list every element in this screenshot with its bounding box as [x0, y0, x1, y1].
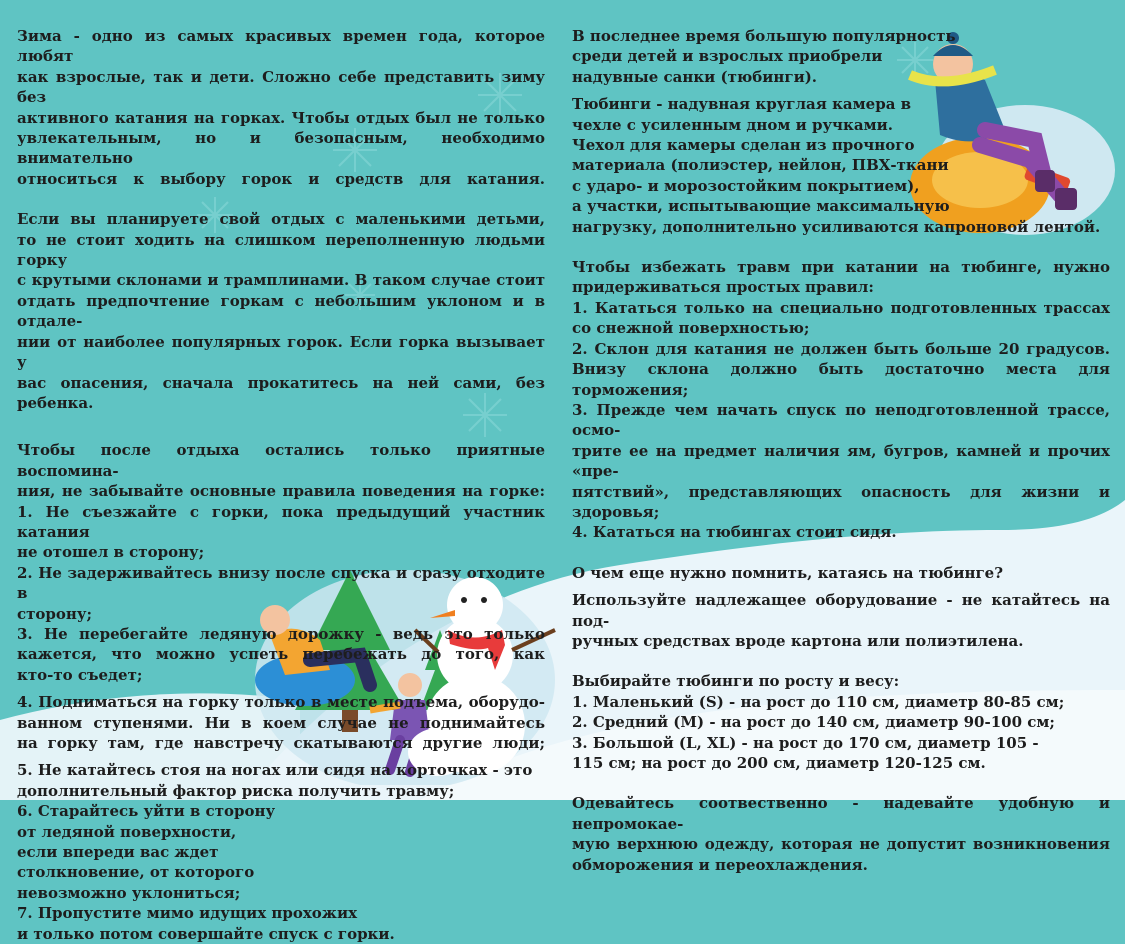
- rule-line: если впереди вас ждет: [17, 843, 219, 862]
- text-line: увлекательным, но и безопасным, необходимо внимательно: [17, 129, 545, 168]
- rule-line: столкновение, от которого: [17, 863, 255, 882]
- rule-line: на горку там, где навстречу скатываются другие люди;: [17, 734, 545, 752]
- text-line: надувные санки (тюбинги).: [572, 67, 818, 86]
- rule-line: кажется, что можно успеть перебежать до того, как: [17, 645, 545, 664]
- text-line: чехле с усиленным дном и ручками.: [572, 115, 893, 134]
- rule-line: 4. Кататься на тюбингах стоит сидя.: [572, 523, 897, 542]
- text-line: то не стоит ходить на слишком переполненную людьми горку: [17, 230, 545, 270]
- text-line: с крутыми склонами и трамплинами. В таком случае стоит: [17, 271, 545, 290]
- rule-line: ванном ступенями. Ни в коем случае не поднимайтесь: [17, 713, 545, 732]
- rule-line: 4. Подниматься на горку только в месте подъема, оборудо-: [17, 693, 545, 712]
- text-line: нагрузку, дополнительно усиливаются капроновой лентой.: [572, 217, 1101, 236]
- text-line: В последнее время большую популярность: [572, 27, 956, 45]
- rule-line: 1. Не съезжайте с горки, пока предыдущий участник катания: [17, 502, 545, 541]
- rule-line: не отошел в сторону;: [17, 543, 205, 562]
- rule-line: Внизу склона должно быть достаточно места для торможения;: [572, 360, 1110, 399]
- text-line: Если вы планируете свой отдых с маленькими детьми,: [17, 210, 545, 229]
- rule-line: невозможно уклониться;: [17, 883, 241, 902]
- size-line: 115 см; на рост до 200 см, диаметр 120-125 см.: [572, 754, 986, 772]
- rule-line: со снежной поверхностью;: [572, 319, 810, 338]
- text-line: Используйте надлежащее оборудование - не катайтесь на под-: [572, 591, 1110, 630]
- rule-line: 1. Кататься только на специально подготовленных трассах: [572, 298, 1110, 317]
- rule-line: 7. Пропустите мимо идущих прохожих: [17, 904, 358, 923]
- text-line: с ударо- и морозостойким покрытием),: [572, 176, 920, 195]
- rule-line: дополнительный фактор риска получить травму;: [17, 781, 455, 800]
- rule-line: трите ее на предмет наличия ям, бугров, камней и прочих «пре-: [572, 441, 1110, 481]
- text-line: Чехол для камеры сделан из прочного: [572, 136, 915, 155]
- text-line: Выбирайте тюбинги по росту и весу:: [572, 672, 900, 691]
- rule-line: 2. Склон для катания не должен быть больше 20 градусов.: [572, 339, 1110, 358]
- text-line: Чтобы избежать травм при катании на тюбинге, нужно: [572, 258, 1110, 277]
- rule-line: 5. Не катайтесь стоя на ногах или сидя на корточках - это: [17, 761, 533, 780]
- rule-line: 3. Прежде чем начать спуск по неподготовленной трассе, осмо-: [572, 400, 1110, 440]
- text-line: а участки, испытывающие максимальную: [572, 197, 950, 216]
- text-line: Тюбинги - надувная круглая камера в: [572, 95, 912, 114]
- size-line: 3. Большой (L, XL) - на рост до 170 см, диаметр 105 -: [572, 733, 1039, 752]
- rule-line: кто-то съедет;: [17, 665, 143, 684]
- rule-line: и только потом совершайте спуск с горки.: [17, 924, 395, 943]
- text-line: нии от наиболее популярных горок. Если горка вызывает у: [17, 332, 545, 372]
- text-line: Одевайтесь соотвественно - надевайте удобную и непромокае-: [572, 794, 1110, 833]
- text-line: ручных средствах вроде картона или полиэтилена.: [572, 631, 1024, 650]
- text-line: среди детей и взрослых приобрели: [572, 47, 883, 66]
- question-line: О чем еще нужно помнить, катаясь на тюбинге?: [572, 563, 1003, 582]
- text-line: активного катания на горках. Чтобы отдых был не только: [17, 108, 545, 127]
- text-line: материала (полиэстер, нейлон, ПВХ-ткани: [572, 156, 949, 175]
- text-line: Зима - одно из самых красивых времен года, которое любят: [17, 27, 545, 66]
- text-line: относиться к выбору горок и средств для катания.: [17, 169, 545, 188]
- text-line: как взрослые, так и дети. Сложно себе представить зиму без: [17, 67, 545, 107]
- rule-line: от ледяной поверхности,: [17, 822, 237, 841]
- left-column: [17, 26, 545, 944]
- size-line: 2. Средний (M) - на рост до 140 см, диаметр 90-100 см;: [572, 713, 1055, 732]
- text-line: придерживаться простых правил:: [572, 278, 874, 297]
- rule-line: пятствий», представляющих опасность для жизни и здоровья;: [572, 482, 1110, 521]
- rule-line: сторону;: [17, 604, 93, 623]
- right-column: [572, 26, 1110, 875]
- text-line: вас опасения, сначала прокатитесь на ней сами, без ребенка.: [17, 373, 545, 412]
- size-line: 1. Маленький (S) - на рост до 110 см, диаметр 80-85 см;: [572, 692, 1065, 711]
- text-line: отдать предпочтение горкам с небольшим уклоном и в отдале-: [17, 291, 545, 331]
- text-line: ния, не забывайте основные правила поведения на горке:: [17, 482, 545, 501]
- rule-line: 2. Не задерживайтесь внизу после спуска и сразу отходите в: [17, 563, 545, 603]
- text-line: обморожения и переохлаждения.: [572, 855, 868, 874]
- text-line: мую верхнюю одежду, которая не допустит возникновения: [572, 835, 1110, 854]
- text-line: Чтобы после отдыха остались только приятные воспомина-: [17, 441, 545, 480]
- rule-line: 6. Старайтесь уйти в сторону: [17, 802, 276, 821]
- rule-line: 3. Не перебегайте ледяную дорожку - ведь это только: [17, 624, 545, 643]
